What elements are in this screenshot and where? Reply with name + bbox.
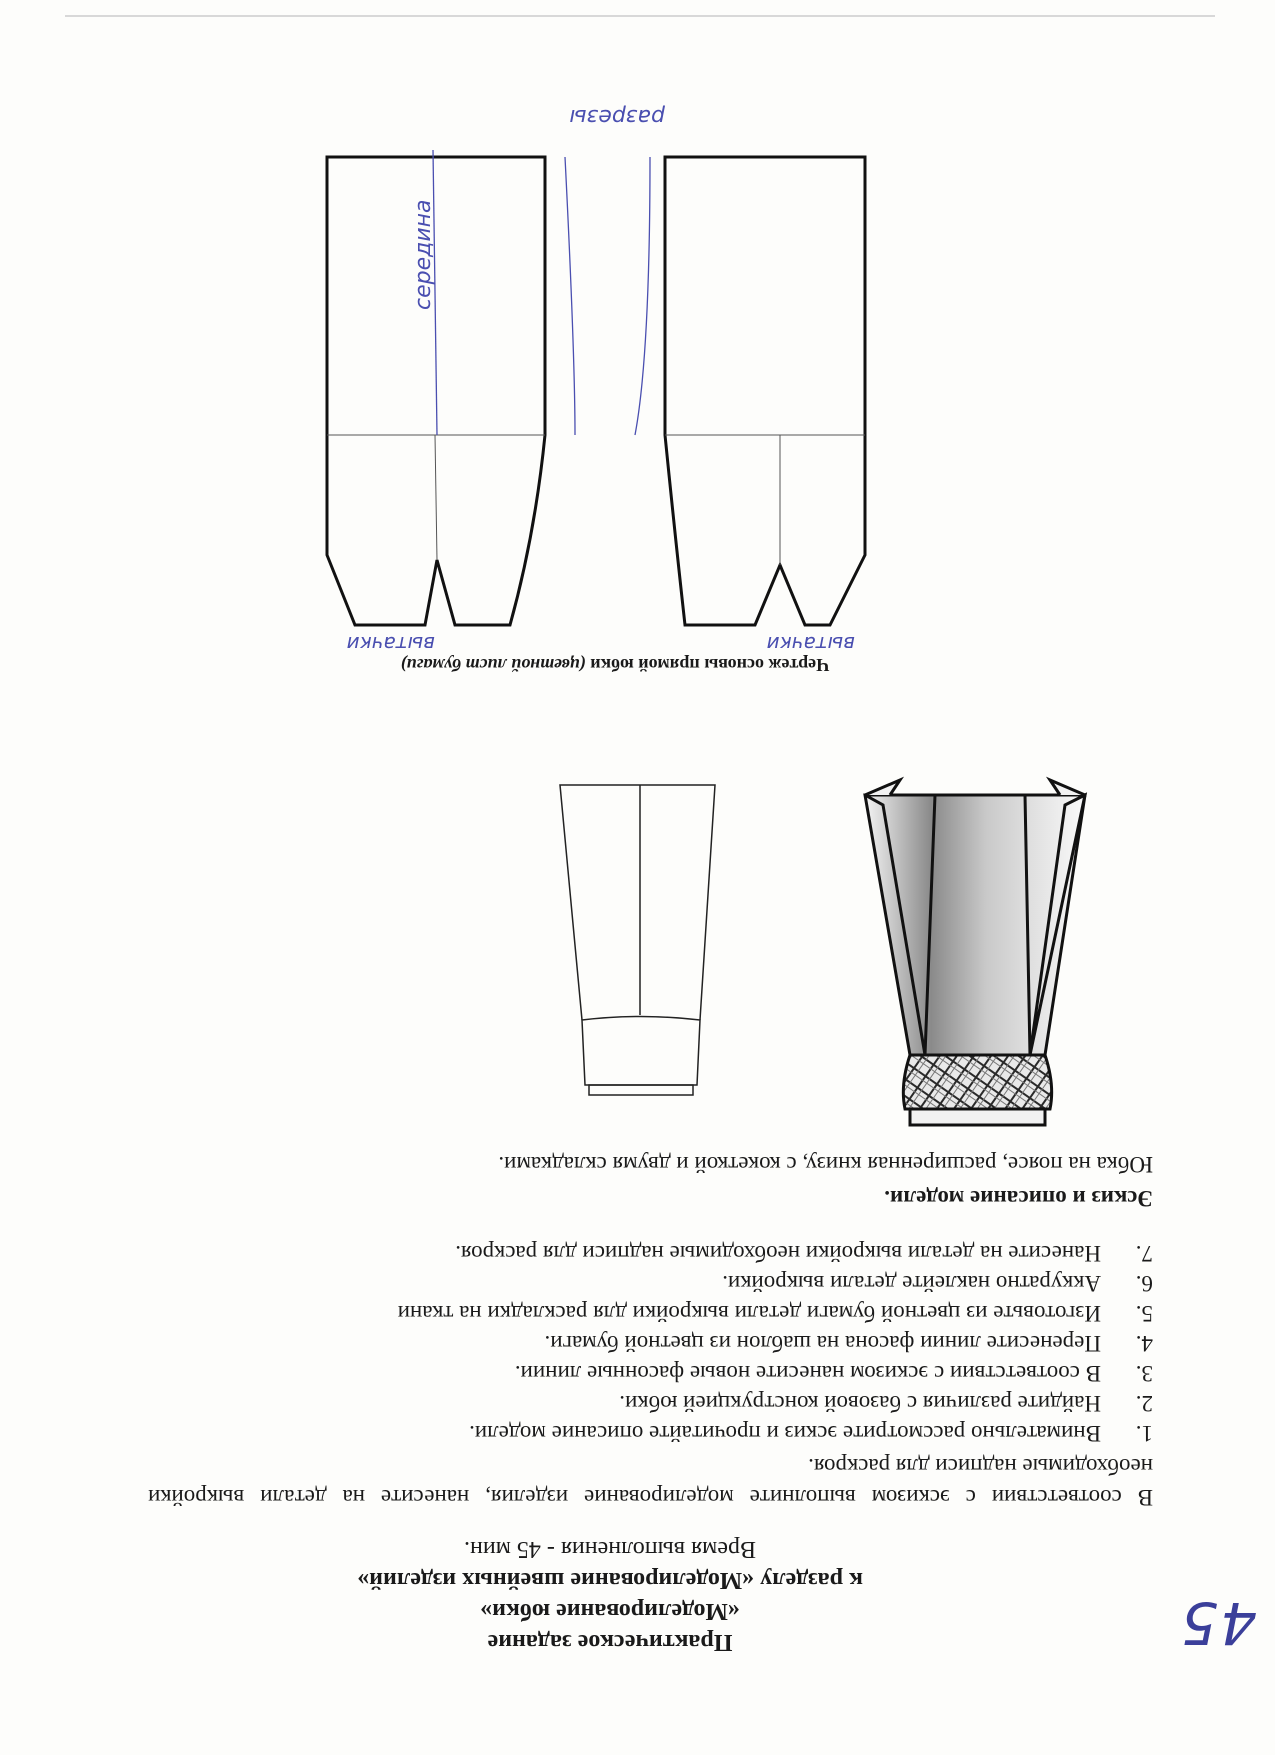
list-item: 1. Внимательно рассмотрите эскиз и прочитайте описание модели. [469, 1421, 1153, 1446]
yoke [903, 1055, 1051, 1109]
task-title [135, 1533, 1085, 1657]
task-heading: Практическое задание [487, 1629, 733, 1655]
caption-main: Чертеж основы прямой юбки [590, 655, 830, 675]
pattern-panel-left [665, 157, 865, 625]
task-section: к разделу «Моделирование швейных изделий» [357, 1567, 863, 1593]
centre-note: середина [411, 199, 436, 310]
list-item: 4. Перенесите линии фасона на шаблон из цветной бумаги. [544, 1331, 1153, 1356]
skirt-body [865, 795, 1085, 1055]
flat-body [560, 785, 715, 1020]
list-item: 6. Аккуратно наклейте детали выкройки. [722, 1271, 1153, 1296]
handwritten-page-number: 45 [1179, 1589, 1257, 1657]
bottom-note: разрезы [569, 104, 665, 129]
pattern-drawing [315, 95, 875, 655]
task-time: Время выполнения - 45 мин. [464, 1536, 756, 1562]
list-item: 7. Нанесите на детали выкройки необходимые надписи для раскроя. [455, 1241, 1153, 1266]
task-subtitle: «Моделирование юбки» [480, 1598, 740, 1624]
waistband [910, 1109, 1045, 1125]
list-item: 3. В соответствии с эскизом нанесите новые фасонные линии. [514, 1361, 1153, 1386]
list-item: 5. Изготовьте из цветной бумаги детали выкройки для раскладки на ткани [397, 1301, 1153, 1326]
skirt-flat-drawing [525, 775, 715, 1095]
skirt-sketch [805, 765, 1105, 1125]
flat-waistband [589, 1085, 693, 1095]
hem-right-flap [865, 780, 900, 795]
hem-left-flap [1050, 780, 1085, 795]
flat-yoke [582, 1017, 700, 1086]
model-description: Юбка на поясе, расширенная книзу, с кокеткой и двумя складками. [498, 1152, 1153, 1177]
right-dart-note: вытачки [346, 632, 435, 656]
intro-paragraph: В соответствии с эскизом выполните моделирование изделия, нанесите на детали выкройки необходимые надписи для раскроя. [148, 1454, 1153, 1510]
scan-edge [65, 15, 1215, 17]
steps-list [143, 1238, 1153, 1448]
list-item: 2. Найдите различия с базовой конструкцией юбки. [619, 1391, 1153, 1416]
caption-note: (цветной лист бумаги) [400, 655, 586, 675]
pattern-centre-curve [565, 157, 650, 435]
left-dart-note: вытачки [766, 632, 855, 656]
sketch-heading: Эскиз и описание модели. [884, 1186, 1153, 1211]
drawing-caption [275, 654, 955, 675]
